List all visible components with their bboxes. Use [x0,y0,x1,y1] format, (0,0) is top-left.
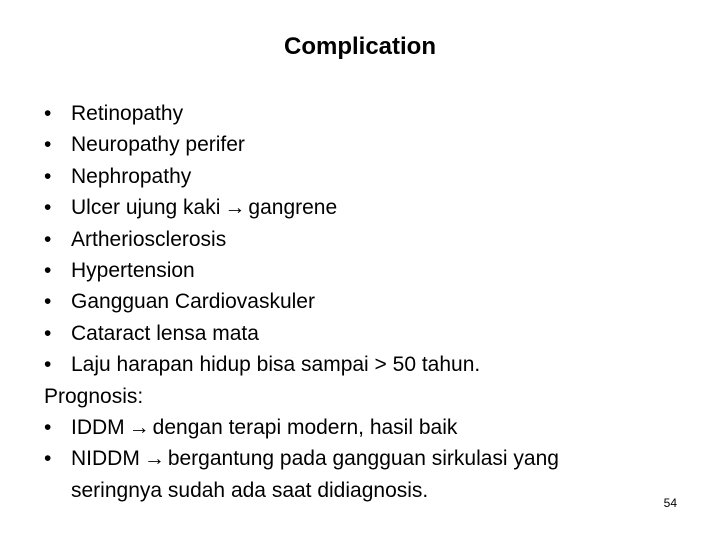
bullet: • [44,133,52,157]
list-item [44,224,664,255]
page-number: 54 [663,496,677,510]
list-item-text: Retinopathy [71,102,184,125]
list-item-text: Laju harapan hidup bisa sampai > 50 tahun. [71,353,481,377]
slide-title: Complication [283,33,436,60]
bullet: • [44,416,52,440]
slide-content [44,98,664,506]
list-item-text: dengan terapi modern, hasil baik [152,416,458,440]
list-item [44,349,664,380]
list-item-text: Neuropathy perifer [71,133,245,157]
list-item [44,98,664,129]
bullet: • [44,290,52,314]
bullet: • [44,353,52,377]
list-item [44,255,664,286]
arrow-right-icon: → [143,447,165,471]
list-item-text: Cataract lensa mata [71,321,259,345]
list-item [44,286,664,317]
list-item-text: bergantung pada gangguan sirkulasi yang [167,447,559,471]
list-item-text: Ulcer ujung kaki [71,196,221,220]
prognosis-item-continuation: seringnya sudah ada saat didiagnosis. [71,478,429,502]
list-item [44,161,664,192]
list-item-text: NIDDM [71,447,140,471]
arrow-right-icon: → [224,196,246,220]
list-item [44,192,664,223]
list-item-text: IDDM [71,416,125,440]
bullet: • [44,227,52,251]
list-item-text: Artheriosclerosis [71,227,227,251]
list-item-text: gangrene [248,196,338,220]
bullet: • [44,259,52,283]
arrow-right-icon: → [128,416,150,440]
list-item-text: Nephropathy [71,164,192,188]
bullet: • [44,196,52,220]
list-item [44,318,664,349]
bullet: • [44,164,52,188]
list-item [44,129,664,160]
bullet: • [44,102,52,125]
bullet: • [44,321,52,345]
prognosis-item [44,412,664,443]
prognosis-item [44,443,664,474]
prognosis-heading: Prognosis: [44,384,144,408]
list-item-text: Gangguan Cardiovaskuler [71,290,315,314]
bullet: • [44,447,52,471]
list-item-text: Hypertension [71,259,195,283]
